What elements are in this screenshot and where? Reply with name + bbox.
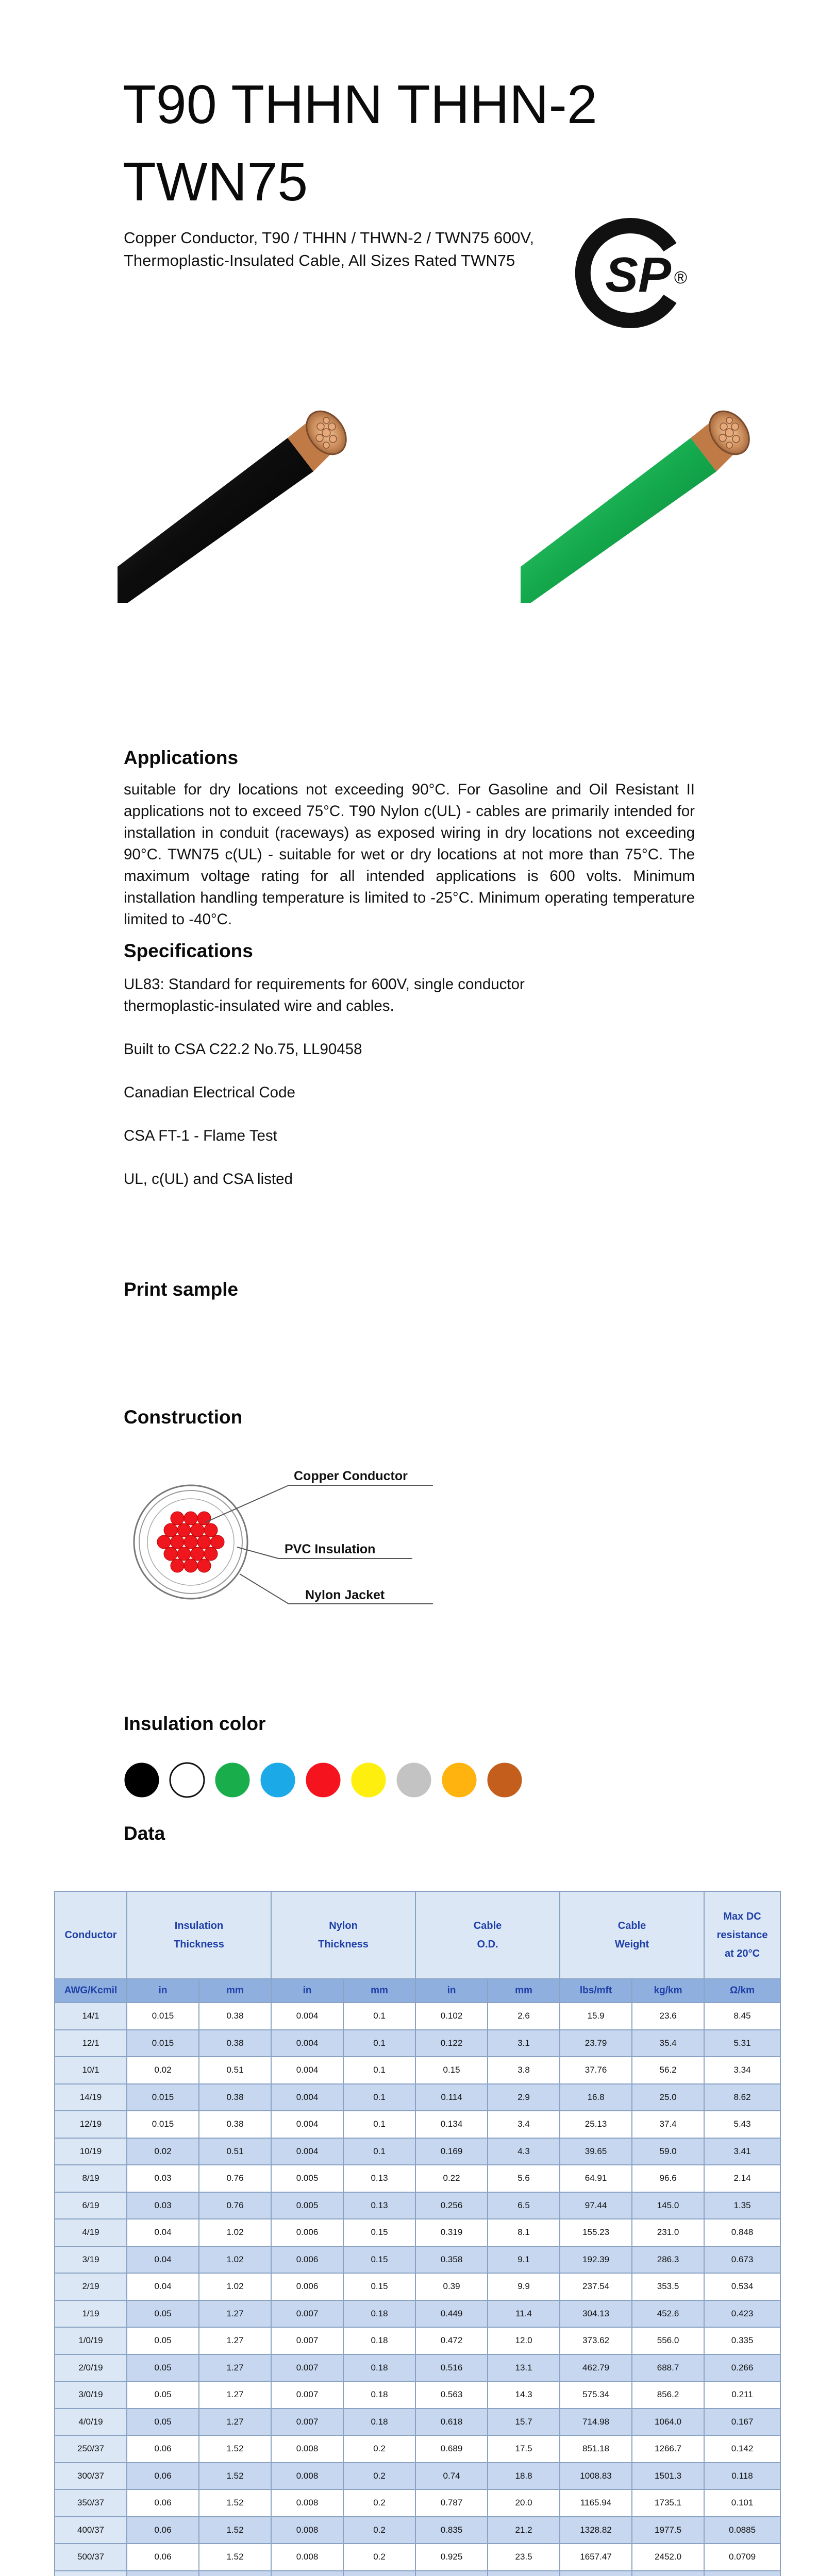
table-cell: 0.39 [415,2273,488,2300]
table-cell: 0.004 [271,2003,343,2030]
table-cell: 145.0 [632,2192,704,2219]
table-cell: 1165.94 [560,2489,632,2517]
table-cell: 373.62 [560,2327,632,2354]
table-cell: 0.04 [127,2246,199,2274]
table-cell: 0.102 [415,2003,488,2030]
table-cell: 0.015 [127,2003,199,2030]
table-cell: 14/19 [55,2084,127,2111]
table-cell: 20.0 [488,2489,560,2517]
table-cell: 0.142 [704,2435,780,2463]
table-cell: 0.05 [127,2327,199,2354]
table-cell: 23.5 [488,2544,560,2571]
table-cell: 1328.82 [560,2517,632,2544]
table-cell: 0.319 [415,2219,488,2246]
table-cell: 9.1 [488,2246,560,2274]
spec-line: UL, c(UL) and CSA listed [124,1171,293,1188]
print-sample-heading: Print sample [124,1279,239,1300]
table-cell: 0.007 [271,2354,343,2382]
unit-header: in [415,1979,488,2003]
table-cell: 0.18 [343,2409,415,2436]
table-cell: 11.4 [488,2300,560,2328]
unit-header: in [127,1979,199,2003]
table-cell: 1.52 [199,2489,271,2517]
table-cell: 0.1 [343,2138,415,2165]
table-cell: 0.004 [271,2057,343,2084]
table-cell: 0.18 [343,2381,415,2409]
table-cell: 18.8 [488,2463,560,2490]
unit-header: Ω/km [704,1979,780,2003]
table-cell: 1008.83 [560,2463,632,2490]
table-cell: 1.52 [199,2517,271,2544]
table-cell: 0.114 [415,2084,488,2111]
table-cell: 0.101 [704,2489,780,2517]
table-row [55,2327,780,2354]
table-cell: 0.04 [127,2273,199,2300]
table-cell: 0.006 [271,2219,343,2246]
table-cell: 0.006 [271,2246,343,2274]
table-cell: 4.3 [488,2138,560,2165]
cable-od-header: Cable O.D. [415,1891,560,1979]
table-cell: 0.335 [704,2327,780,2354]
table-row [55,2381,780,2409]
table-cell: 4/19 [55,2219,127,2246]
table-cell: 12.0 [488,2327,560,2354]
spec-line: thermoplastic-insulated wire and cables. [124,997,394,1014]
table-row [55,2409,780,2436]
table-cell: 0.38 [199,2084,271,2111]
table-cell: 462.79 [560,2354,632,2382]
color-swatch [352,1763,386,1797]
table-row [55,2084,780,2111]
data-table-body [55,2003,780,2576]
unit-header: kg/km [632,1979,704,2003]
table-row [55,2489,780,2517]
table-cell: 14.3 [488,2381,560,2409]
table-cell: 0.358 [415,2246,488,2274]
table-cell: 0.007 [271,2409,343,2436]
table-cell: 0.015 [127,2030,199,2057]
table-cell: 8/19 [55,2165,127,2192]
table-cell: 0.22 [415,2165,488,2192]
table-cell: 0.004 [271,2138,343,2165]
table-cell: 14/1 [55,2003,127,2030]
table-cell: 0.118 [704,2463,780,2490]
table-cell: 0.007 [271,2300,343,2328]
table-cell: 856.2 [632,2381,704,2409]
table-cell: 0.122 [415,2030,488,2057]
csa-logo [567,216,691,330]
table-cell: 575.34 [560,2381,632,2409]
table-cell: 16.8 [560,2084,632,2111]
table-cell: 12/1 [55,2030,127,2057]
table-cell: 0.1 [343,2003,415,2030]
unit-header: mm [343,1979,415,2003]
table-cell: 1266.7 [632,2435,704,2463]
table-cell: 0.05 [127,2354,199,2382]
table-row [55,2517,780,2544]
table-row [55,2273,780,2300]
table-cell: 0.76 [199,2165,271,2192]
table-cell: 5.31 [704,2030,780,2057]
table-cell: 1064.0 [632,2409,704,2436]
table-cell: 15.7 [488,2409,560,2436]
table-cell [415,2571,488,2576]
table-cell [560,2571,632,2576]
table-row [55,2057,780,2084]
table-cell: 0.18 [343,2300,415,2328]
table-cell: 1.27 [199,2409,271,2436]
table-cell: 1735.1 [632,2489,704,2517]
table-row [55,2435,780,2463]
table-cell: 2.6 [488,2003,560,2030]
table-cell: 452.6 [632,2300,704,2328]
table-cell: 0.13 [343,2165,415,2192]
table-cell: 0.38 [199,2030,271,2057]
unit-header: mm [199,1979,271,2003]
table-cell: 1.27 [199,2327,271,2354]
insulation-thickness-header: Insulation Thickness [127,1891,271,1979]
table-cell: 2/19 [55,2273,127,2300]
cable-weight-header: Cable Weight [560,1891,704,1979]
table-cell: 1.27 [199,2354,271,2382]
color-swatch [488,1763,522,1797]
pvc-insulation-label: PVC Insulation [285,1542,376,1556]
table-cell: 3.4 [488,2111,560,2138]
color-swatch [125,1763,159,1797]
green-wire-image [521,397,768,603]
table-row [55,2463,780,2490]
table-cell: 1/0/19 [55,2327,127,2354]
table-cell: 0.006 [271,2273,343,2300]
table-cell: 21.2 [488,2517,560,2544]
construction-heading: Construction [124,1406,243,1428]
table-row [55,2219,780,2246]
table-cell: 0.15 [343,2246,415,2274]
table-cell: 0.007 [271,2381,343,2409]
table-cell: 0.18 [343,2354,415,2382]
table-cell [343,2571,415,2576]
table-cell: 500/37 [55,2544,127,2571]
page-subtitle [124,227,534,272]
table-row [55,2030,780,2057]
table-cell: 0.008 [271,2517,343,2544]
table-cell: 155.23 [560,2219,632,2246]
unit-header: lbs/mft [560,1979,632,2003]
table-cell: 0.787 [415,2489,488,2517]
table-cell: 59.0 [632,2138,704,2165]
table-cell: 851.18 [560,2435,632,2463]
spec-line: Built to CSA C22.2 No.75, LL90458 [124,1041,362,1058]
color-swatch [215,1763,249,1797]
table-cell: 0.169 [415,2138,488,2165]
construction-diagram [124,1455,443,1620]
table-cell: 353.5 [632,2273,704,2300]
table-row [55,2165,780,2192]
table-cell: 0.38 [199,2111,271,2138]
table-cell: 12/19 [55,2111,127,2138]
table-cell [55,2571,127,2576]
table-cell: 0.2 [343,2517,415,2544]
table-row [55,2192,780,2219]
table-cell: 0.563 [415,2381,488,2409]
table-cell: 0.05 [127,2381,199,2409]
table-cell: 0.1 [343,2111,415,2138]
table-cell: 1/19 [55,2300,127,2328]
table-cell [271,2571,343,2576]
table-cell: 0.06 [127,2489,199,2517]
table-cell: 0.134 [415,2111,488,2138]
table-cell: 0.2 [343,2435,415,2463]
table-cell: 0.004 [271,2030,343,2057]
table-cell: 96.6 [632,2165,704,2192]
table-cell: 2.9 [488,2084,560,2111]
table-cell: 37.4 [632,2111,704,2138]
table-cell: 1.02 [199,2246,271,2274]
table-cell: 0.76 [199,2192,271,2219]
table-cell: 237.54 [560,2273,632,2300]
table-cell: 1.27 [199,2381,271,2409]
max-dc-resistance-header: Max DC resistance at 20°C [704,1891,780,1979]
table-cell: 0.06 [127,2517,199,2544]
table-cell: 0.02 [127,2138,199,2165]
table-cell: 0.534 [704,2273,780,2300]
insulation-color-heading: Insulation color [124,1713,266,1734]
table-cell: 231.0 [632,2219,704,2246]
table-cell: 0.51 [199,2138,271,2165]
spec-line: CSA FT-1 - Flame Test [124,1127,277,1144]
table-row [55,2003,780,2030]
table-row [55,2544,780,2571]
conductor-header: Conductor [55,1891,127,1979]
table-cell: 0.02 [127,2057,199,2084]
table-row [55,2246,780,2274]
table-cell: 0.15 [415,2057,488,2084]
spec-line: UL83: Standard for requirements for 600V, single conductor [124,976,525,993]
unit-header: mm [488,1979,560,2003]
table-cell [704,2571,780,2576]
table-cell: 0.06 [127,2463,199,2490]
nylon-thickness-header: Nylon Thickness [271,1891,415,1979]
table-cell: 4/0/19 [55,2409,127,2436]
applications-text: suitable for dry locations not exceeding 90°C. For Gasoline and Oil Resistant II applications not to exceed 75°C. T90 Nylon c(UL) - cables are primarily intended for installation in conduit (raceways) as exposed wiring in dry locations not exceeding 90°C. TWN75 c(UL) - suitable for wet or dry locations at not more than 75°C. The maximum voltage rating for all intended applications is 600 volts. Minimum installation handling temperature is limited to -25°C. Minimum operating temperature limited to -40°C. [124,781,695,928]
table-cell [488,2571,560,2576]
table-cell: 8.1 [488,2219,560,2246]
table-cell: 0.004 [271,2084,343,2111]
table-cell: 0.472 [415,2327,488,2354]
table-cell: 25.13 [560,2111,632,2138]
table-cell: 250/37 [55,2435,127,2463]
table-cell: 35.4 [632,2030,704,2057]
table-cell: 0.449 [415,2300,488,2328]
table-cell: 1.02 [199,2273,271,2300]
table-cell: 556.0 [632,2327,704,2354]
table-cell: 2/0/19 [55,2354,127,2382]
nylon-jacket-label: Nylon Jacket [305,1588,385,1602]
applications-heading: Applications [124,747,239,768]
table-cell: 300/37 [55,2463,127,2490]
color-swatch [261,1763,295,1797]
table-row [55,2571,780,2576]
table-cell: 5.43 [704,2111,780,2138]
table-cell: 0.03 [127,2165,199,2192]
table-cell: 400/37 [55,2517,127,2544]
specifications-heading: Specifications [124,940,253,961]
table-cell: 3/0/19 [55,2381,127,2409]
table-cell: 3.34 [704,2057,780,2084]
table-cell: 0.835 [415,2517,488,2544]
table-cell: 0.008 [271,2489,343,2517]
table-cell: 1.52 [199,2463,271,2490]
table-cell: 0.0885 [704,2517,780,2544]
table-cell: 0.015 [127,2111,199,2138]
table-cell: 0.1 [343,2030,415,2057]
table-cell: 8.62 [704,2084,780,2111]
table-row [55,2300,780,2328]
table-cell: 0.423 [704,2300,780,2328]
table-cell: 0.03 [127,2192,199,2219]
color-swatch [306,1763,340,1797]
black-wire-image [118,397,365,603]
table-cell: 37.76 [560,2057,632,2084]
units-row [55,1979,780,2003]
table-cell: 0.004 [271,2111,343,2138]
table-cell: 350/37 [55,2489,127,2517]
table-cell: 10/19 [55,2138,127,2165]
table-cell: 0.925 [415,2544,488,2571]
table-cell: 10/1 [55,2057,127,2084]
table-cell: 1977.5 [632,2517,704,2544]
table-cell [127,2571,199,2576]
table-cell: 17.5 [488,2435,560,2463]
table-cell: 39.65 [560,2138,632,2165]
table-cell: 0.2 [343,2489,415,2517]
table-cell: 0.1 [343,2057,415,2084]
table-cell: 0.211 [704,2381,780,2409]
table-cell: 56.2 [632,2057,704,2084]
table-cell: 0.38 [199,2003,271,2030]
table-cell: 13.1 [488,2354,560,2382]
table-cell: 0.06 [127,2435,199,2463]
color-swatch [442,1763,476,1797]
table-cell: 688.7 [632,2354,704,2382]
table-cell [199,2571,271,2576]
table-cell: 0.516 [415,2354,488,2382]
table-cell: 0.04 [127,2219,199,2246]
table-cell: 3.8 [488,2057,560,2084]
table-cell: 0.2 [343,2463,415,2490]
table-cell: 1657.47 [560,2544,632,2571]
table-cell: 0.06 [127,2544,199,2571]
copper-conductor-label: Copper Conductor [294,1469,408,1483]
table-cell: 0.673 [704,2246,780,2274]
table-cell: 2.14 [704,2165,780,2192]
page-title: T90 THHN THHN-2 TWN75 [123,74,597,212]
table-row [55,2354,780,2382]
table-cell: 5.6 [488,2165,560,2192]
table-cell: 0.008 [271,2544,343,2571]
table-cell: 0.266 [704,2354,780,2382]
table-cell: 0.74 [415,2463,488,2490]
table-cell: 8.45 [704,2003,780,2030]
table-cell: 9.9 [488,2273,560,2300]
table-cell: 192.39 [560,2246,632,2274]
table-cell: 2452.0 [632,2544,704,2571]
table-cell: 3.41 [704,2138,780,2165]
subtitle-line: Thermoplastic-Insulated Cable, All Sizes Rated TWN75 [124,251,515,269]
table-cell: 1.02 [199,2219,271,2246]
table-cell: 0.005 [271,2165,343,2192]
table-cell: 0.18 [343,2327,415,2354]
table-row [55,2138,780,2165]
table-cell: 1501.3 [632,2463,704,2490]
table-cell: 0.167 [704,2409,780,2436]
table-cell: 6/19 [55,2192,127,2219]
unit-header: in [271,1979,343,2003]
table-cell: 0.015 [127,2084,199,2111]
table-cell: 1.52 [199,2544,271,2571]
color-swatch [170,1763,204,1797]
table-cell: 0.51 [199,2057,271,2084]
table-cell: 0.008 [271,2435,343,2463]
table-cell [632,2571,704,2576]
spec-line: Canadian Electrical Code [124,1084,295,1101]
table-cell: 0.15 [343,2273,415,2300]
table-cell: 0.848 [704,2219,780,2246]
table-cell: 1.52 [199,2435,271,2463]
table-cell: 0.13 [343,2192,415,2219]
table-cell: 1.35 [704,2192,780,2219]
table-cell: 0.05 [127,2300,199,2328]
table-cell: 3.1 [488,2030,560,2057]
table-cell: 25.0 [632,2084,704,2111]
table-cell: 0.005 [271,2192,343,2219]
color-swatch [397,1763,431,1797]
table-cell: 1.27 [199,2300,271,2328]
table-cell: 304.13 [560,2300,632,2328]
data-table [54,1891,781,2576]
color-swatches [124,1759,536,1801]
table-cell: 0.256 [415,2192,488,2219]
table-cell: 23.79 [560,2030,632,2057]
table-cell: 0.05 [127,2409,199,2436]
table-cell: 0.007 [271,2327,343,2354]
table-cell: 6.5 [488,2192,560,2219]
registered-mark: ® [674,268,688,287]
table-cell: 0.008 [271,2463,343,2490]
data-table-wrapper [54,1891,780,2576]
csa-logo-letters: SP [605,247,672,302]
table-cell: 0.0709 [704,2544,780,2571]
table-cell: 0.15 [343,2219,415,2246]
table-cell: 15.9 [560,2003,632,2030]
data-heading: Data [124,1823,165,1844]
table-cell: 0.1 [343,2084,415,2111]
table-cell: 0.618 [415,2409,488,2436]
table-cell: 3/19 [55,2246,127,2274]
table-cell: 714.98 [560,2409,632,2436]
unit-header: AWG/Kcmil [55,1979,127,2003]
table-cell: 0.2 [343,2544,415,2571]
table-cell: 286.3 [632,2246,704,2274]
table-cell: 0.689 [415,2435,488,2463]
table-cell: 23.6 [632,2003,704,2030]
table-cell: 64.91 [560,2165,632,2192]
subtitle-line: Copper Conductor, T90 / THHN / THWN-2 / TWN75 600V, [124,229,534,247]
table-row [55,2111,780,2138]
table-cell: 97.44 [560,2192,632,2219]
